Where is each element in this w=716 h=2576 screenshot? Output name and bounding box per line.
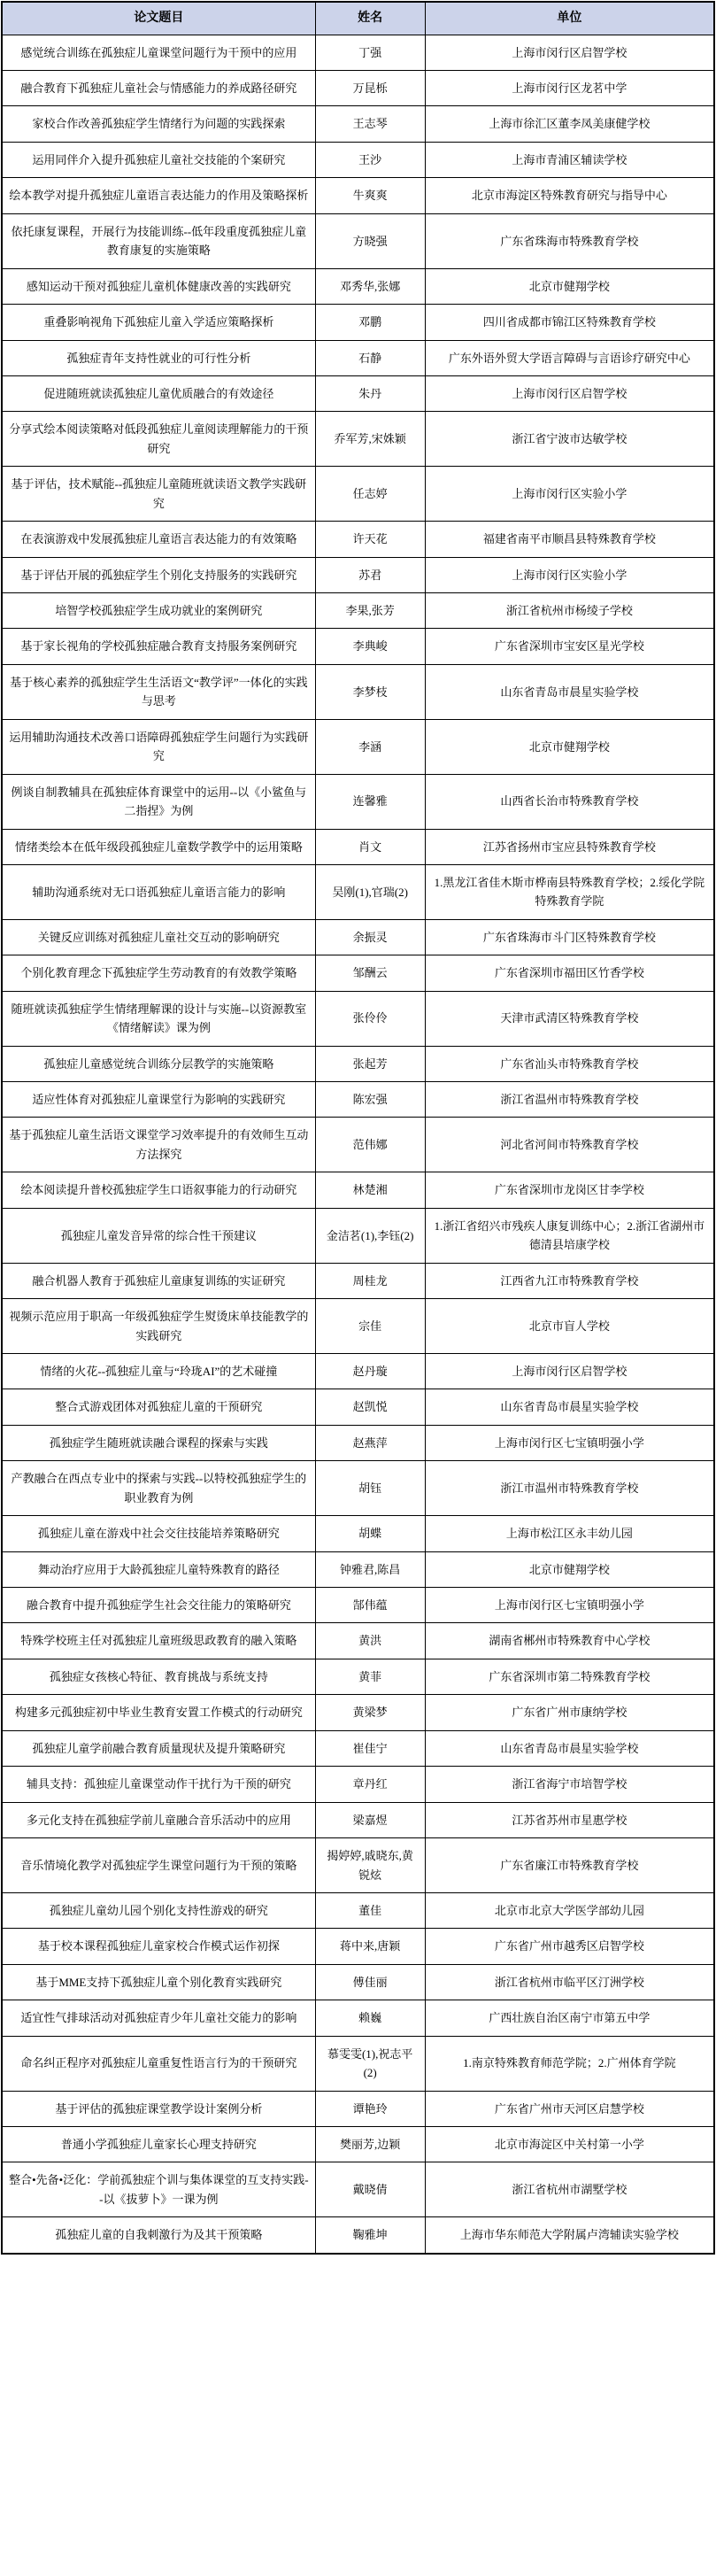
table-row bbox=[2, 1263, 714, 1298]
affiliation-cell: 福建省南平市顺昌县特殊教育学校 bbox=[425, 522, 714, 557]
affiliation-cell: 北京市海淀区中关村第一小学 bbox=[425, 2127, 714, 2162]
author-name-cell: 李梦枝 bbox=[315, 664, 425, 719]
author-name-cell: 宗佳 bbox=[315, 1299, 425, 1354]
table-row bbox=[2, 864, 714, 919]
paper-title-cell: 多元化支持在孤独症学前儿童融合音乐活动中的应用 bbox=[2, 1802, 315, 1837]
paper-title-cell: 依托康复课程，开展行为技能训练--低年段重度孤独症儿童教育康复的实施策略 bbox=[2, 213, 315, 268]
affiliation-cell: 北京市健翔学校 bbox=[425, 719, 714, 774]
author-name-cell: 赖巍 bbox=[315, 2000, 425, 2036]
author-name-cell: 乔军芳,宋姝颖 bbox=[315, 412, 425, 467]
author-name-cell: 郜伟蕴 bbox=[315, 1588, 425, 1623]
paper-title-cell: 绘本教学对提升孤独症儿童语言表达能力的作用及策略探析 bbox=[2, 178, 315, 213]
paper-title-cell: 情绪的火花--孤独症儿童与“玲珑AI”的艺术碰撞 bbox=[2, 1353, 315, 1389]
author-name-cell: 连馨雅 bbox=[315, 774, 425, 829]
affiliation-cell: 广东省珠海市斗门区特殊教育学校 bbox=[425, 919, 714, 955]
paper-title-cell: 基于评估的孤独症课堂教学设计案例分析 bbox=[2, 2091, 315, 2126]
table-row bbox=[2, 1964, 714, 2000]
paper-title-cell: 孤独症女孩核心特征、教育挑战与系统支持 bbox=[2, 1659, 315, 1694]
affiliation-cell: 上海市闵行区龙茗中学 bbox=[425, 71, 714, 106]
paper-title-cell: 个别化教育理念下孤独症学生劳动教育的有效教学策略 bbox=[2, 955, 315, 991]
author-name-cell: 丁强 bbox=[315, 35, 425, 70]
paper-title-cell: 普通小学孤独症儿童家长心理支持研究 bbox=[2, 2127, 315, 2162]
table-row bbox=[2, 305, 714, 340]
affiliation-cell: 上海市松江区永丰幼儿园 bbox=[425, 1516, 714, 1551]
author-name-cell: 朱丹 bbox=[315, 375, 425, 411]
affiliation-cell: 上海市闵行区实验小学 bbox=[425, 467, 714, 522]
paper-title-cell: 在表演游戏中发展孤独症儿童语言表达能力的有效策略 bbox=[2, 522, 315, 557]
affiliation-cell: 山东省青岛市晨星实验学校 bbox=[425, 1730, 714, 1766]
affiliation-cell: 1.浙江省绍兴市残疾人康复训练中心；2.浙江省湖州市德清县培康学校 bbox=[425, 1208, 714, 1263]
affiliation-cell: 浙江省杭州市临平区汀洲学校 bbox=[425, 1964, 714, 2000]
affiliation-cell: 浙江省海宁市培智学校 bbox=[425, 1767, 714, 1802]
paper-title-cell: 感知运动干预对孤独症儿童机体健康改善的实践研究 bbox=[2, 268, 315, 304]
author-name-cell: 王志琴 bbox=[315, 106, 425, 142]
affiliation-cell: 浙江省杭州市杨绫子学校 bbox=[425, 593, 714, 629]
paper-title-cell: 辅具支持：孤独症儿童课堂动作干扰行为干预的研究 bbox=[2, 1767, 315, 1802]
affiliation-cell: 浙江省温州市特殊教育学校 bbox=[425, 1082, 714, 1118]
affiliation-cell: 北京市海淀区特殊教育研究与指导中心 bbox=[425, 178, 714, 213]
table-row bbox=[2, 2162, 714, 2217]
table-row bbox=[2, 1838, 714, 1893]
paper-title-cell: 例谈自制教辅具在孤独症体育课堂中的运用--以《小鲨鱼与二指捏》为例 bbox=[2, 774, 315, 829]
table-row bbox=[2, 268, 714, 304]
author-name-cell: 崔佳宁 bbox=[315, 1730, 425, 1766]
affiliation-cell: 北京市北京大学医学部幼儿园 bbox=[425, 1892, 714, 1928]
header-author-name: 姓名 bbox=[315, 2, 425, 35]
table-row bbox=[2, 1516, 714, 1551]
table-row bbox=[2, 1389, 714, 1425]
table-row bbox=[2, 522, 714, 557]
paper-title-cell: 融合机器人教育于孤独症儿童康复训练的实证研究 bbox=[2, 1263, 315, 1298]
author-name-cell: 梁嘉煜 bbox=[315, 1802, 425, 1837]
affiliation-cell: 山东省青岛市晨星实验学校 bbox=[425, 664, 714, 719]
affiliation-cell: 上海市闵行区启智学校 bbox=[425, 1353, 714, 1389]
author-name-cell: 张起芳 bbox=[315, 1046, 425, 1081]
table-row bbox=[2, 955, 714, 991]
affiliation-cell: 上海市青浦区辅读学校 bbox=[425, 142, 714, 177]
paper-title-cell: 适宜性气排球活动对孤独症青少年儿童社交能力的影响 bbox=[2, 2000, 315, 2036]
author-name-cell: 吴刚(1),官瑞(2) bbox=[315, 864, 425, 919]
table-row bbox=[2, 1767, 714, 1802]
paper-title-cell: 分享式绘本阅读策略对低段孤独症儿童阅读理解能力的干预研究 bbox=[2, 412, 315, 467]
author-name-cell: 戴晓倩 bbox=[315, 2162, 425, 2217]
paper-title-cell: 家校合作改善孤独症学生情绪行为问题的实践探索 bbox=[2, 106, 315, 142]
affiliation-cell: 北京市健翔学校 bbox=[425, 1551, 714, 1587]
paper-title-cell: 基于核心素养的孤独症学生生活语文“教学评”一体化的实践与思考 bbox=[2, 664, 315, 719]
author-name-cell: 李典峻 bbox=[315, 629, 425, 664]
table-row bbox=[2, 1208, 714, 1263]
author-name-cell: 任志婷 bbox=[315, 467, 425, 522]
paper-title-cell: 运用辅助沟通技术改善口语障碍孤独症学生问题行为实践研究 bbox=[2, 719, 315, 774]
paper-title-cell: 舞动治疗应用于大龄孤独症儿童特殊教育的路径 bbox=[2, 1551, 315, 1587]
table-row bbox=[2, 106, 714, 142]
table-row bbox=[2, 71, 714, 106]
paper-title-cell: 基于家长视角的学校孤独症融合教育支持服务案例研究 bbox=[2, 629, 315, 664]
affiliation-cell: 上海市闵行区启智学校 bbox=[425, 35, 714, 70]
affiliation-cell: 上海市闵行区实验小学 bbox=[425, 557, 714, 592]
paper-title-cell: 融合教育中提升孤独症学生社会交往能力的策略研究 bbox=[2, 1588, 315, 1623]
author-name-cell: 黄梁梦 bbox=[315, 1695, 425, 1730]
affiliation-cell: 广东省深圳市福田区竹香学校 bbox=[425, 955, 714, 991]
paper-title-cell: 促进随班就读孤独症儿童优质融合的有效途径 bbox=[2, 375, 315, 411]
author-name-cell: 万昆栎 bbox=[315, 71, 425, 106]
author-name-cell: 胡蝶 bbox=[315, 1516, 425, 1551]
affiliation-cell: 上海市华东师范大学附属卢湾辅读实验学校 bbox=[425, 2217, 714, 2254]
table-row bbox=[2, 1802, 714, 1837]
paper-title-cell: 感觉统合训练在孤独症儿童课堂问题行为干预中的应用 bbox=[2, 35, 315, 70]
affiliation-cell: 江西省九江市特殊教育学校 bbox=[425, 1263, 714, 1298]
header-row bbox=[2, 2, 714, 35]
paper-title-cell: 运用同伴介入提升孤独症儿童社交技能的个案研究 bbox=[2, 142, 315, 177]
affiliation-cell: 1.南京特殊教育师范学院；2.广州体育学院 bbox=[425, 2036, 714, 2091]
affiliation-cell: 广东省广州市天河区启慧学校 bbox=[425, 2091, 714, 2126]
author-name-cell: 揭婷婷,戚晓东,黄锐炫 bbox=[315, 1838, 425, 1893]
paper-title-cell: 命名纠正程序对孤独症儿童重复性语言行为的干预研究 bbox=[2, 2036, 315, 2091]
affiliation-cell: 广东省广州市康纳学校 bbox=[425, 1695, 714, 1730]
table-row bbox=[2, 2127, 714, 2162]
table-row bbox=[2, 774, 714, 829]
author-name-cell: 周桂龙 bbox=[315, 1263, 425, 1298]
table-row bbox=[2, 557, 714, 592]
author-name-cell: 金洁茗(1),李钰(2) bbox=[315, 1208, 425, 1263]
table-row bbox=[2, 467, 714, 522]
author-name-cell: 董佳 bbox=[315, 1892, 425, 1928]
paper-title-cell: 整合式游戏团体对孤独症儿童的干预研究 bbox=[2, 1389, 315, 1425]
paper-title-cell: 孤独症学生随班就读融合课程的探索与实践 bbox=[2, 1425, 315, 1460]
author-name-cell: 赵燕萍 bbox=[315, 1425, 425, 1460]
affiliation-cell: 天津市武清区特殊教育学校 bbox=[425, 991, 714, 1046]
author-name-cell: 胡钰 bbox=[315, 1461, 425, 1516]
table-row bbox=[2, 35, 714, 70]
header-affiliation: 单位 bbox=[425, 2, 714, 35]
affiliation-cell: 广东省廉江市特殊教育学校 bbox=[425, 1838, 714, 1893]
paper-title-cell: 特殊学校班主任对孤独症儿童班级思政教育的融入策略 bbox=[2, 1623, 315, 1659]
author-name-cell: 钟雅君,陈昌 bbox=[315, 1551, 425, 1587]
author-name-cell: 陈宏强 bbox=[315, 1082, 425, 1118]
author-name-cell: 赵凯悦 bbox=[315, 1389, 425, 1425]
author-name-cell: 蒋中来,唐颖 bbox=[315, 1929, 425, 1964]
paper-title-cell: 重叠影响视角下孤独症儿童入学适应策略探析 bbox=[2, 305, 315, 340]
author-name-cell: 牛爽爽 bbox=[315, 178, 425, 213]
author-name-cell: 慕雯雯(1),祝志平(2) bbox=[315, 2036, 425, 2091]
paper-title-cell: 基于校本课程孤独症儿童家校合作模式运作初探 bbox=[2, 1929, 315, 1964]
author-name-cell: 石静 bbox=[315, 340, 425, 375]
paper-title-cell: 孤独症儿童发音异常的综合性干预建议 bbox=[2, 1208, 315, 1263]
paper-title-cell: 视频示范应用于职高一年级孤独症学生熨烫床单技能教学的实践研究 bbox=[2, 1299, 315, 1354]
author-name-cell: 黄洪 bbox=[315, 1623, 425, 1659]
paper-title-cell: 孤独症儿童学前融合教育质量现状及提升策略研究 bbox=[2, 1730, 315, 1766]
affiliation-cell: 广东省深圳市第二特殊教育学校 bbox=[425, 1659, 714, 1694]
affiliation-cell: 上海市闵行区七宝镇明强小学 bbox=[425, 1588, 714, 1623]
table-row bbox=[2, 1929, 714, 1964]
table-row bbox=[2, 142, 714, 177]
paper-title-cell: 孤独症儿童的自我刺激行为及其干预策略 bbox=[2, 2217, 315, 2254]
table-row bbox=[2, 1695, 714, 1730]
table-row bbox=[2, 213, 714, 268]
affiliation-cell: 北京市健翔学校 bbox=[425, 268, 714, 304]
affiliation-cell: 江苏省扬州市宝应县特殊教育学校 bbox=[425, 829, 714, 864]
author-name-cell: 鞠雅坤 bbox=[315, 2217, 425, 2254]
paper-title-cell: 构建多元孤独症初中毕业生教育安置工作模式的行动研究 bbox=[2, 1695, 315, 1730]
table-row bbox=[2, 629, 714, 664]
table-row bbox=[2, 1082, 714, 1118]
table-row bbox=[2, 1730, 714, 1766]
paper-title-cell: 产教融合在西点专业中的探索与实践--以特校孤独症学生的职业教育为例 bbox=[2, 1461, 315, 1516]
affiliation-cell: 上海市闵行区启智学校 bbox=[425, 375, 714, 411]
paper-title-cell: 基于MME支持下孤独症儿童个别化教育实践研究 bbox=[2, 1964, 315, 2000]
paper-title-cell: 孤独症儿童在游戏中社会交往技能培养策略研究 bbox=[2, 1516, 315, 1551]
table-row bbox=[2, 1046, 714, 1081]
affiliation-cell: 广东省汕头市特殊教育学校 bbox=[425, 1046, 714, 1081]
affiliation-cell: 北京市盲人学校 bbox=[425, 1299, 714, 1354]
table-row bbox=[2, 340, 714, 375]
paper-title-cell: 融合教育下孤独症儿童社会与情感能力的养成路径研究 bbox=[2, 71, 315, 106]
author-name-cell: 黄菲 bbox=[315, 1659, 425, 1694]
table-row bbox=[2, 593, 714, 629]
author-name-cell: 苏君 bbox=[315, 557, 425, 592]
table-row bbox=[2, 1353, 714, 1389]
paper-title-cell: 基于孤独症儿童生活语文课堂学习效率提升的有效师生互动方法探究 bbox=[2, 1118, 315, 1172]
paper-title-cell: 随班就读孤独症学生情绪理解课的设计与实施--以资源教室《情绪解读》课为例 bbox=[2, 991, 315, 1046]
author-name-cell: 邓鹏 bbox=[315, 305, 425, 340]
table-row bbox=[2, 1588, 714, 1623]
paper-title-cell: 基于评估开展的孤独症学生个别化支持服务的实践研究 bbox=[2, 557, 315, 592]
author-name-cell: 肖文 bbox=[315, 829, 425, 864]
paper-title-cell: 培智学校孤独症学生成功就业的案例研究 bbox=[2, 593, 315, 629]
table-row bbox=[2, 1461, 714, 1516]
table-row bbox=[2, 2036, 714, 2091]
paper-title-cell: 情绪类绘本在低年级段孤独症儿童数学教学中的运用策略 bbox=[2, 829, 315, 864]
paper-title-cell: 辅助沟通系统对无口语孤独症儿童语言能力的影响 bbox=[2, 864, 315, 919]
author-name-cell: 傅佳丽 bbox=[315, 1964, 425, 2000]
paper-title-cell: 整合•先备•泛化：学前孤独症个训与集体课堂的互支持实践--以《拔萝卜》一课为例 bbox=[2, 2162, 315, 2217]
table-row bbox=[2, 719, 714, 774]
table-row bbox=[2, 412, 714, 467]
affiliation-cell: 四川省成都市锦江区特殊教育学校 bbox=[425, 305, 714, 340]
affiliation-cell: 广东省珠海市特殊教育学校 bbox=[425, 213, 714, 268]
author-name-cell: 许天花 bbox=[315, 522, 425, 557]
table-row bbox=[2, 919, 714, 955]
table-row bbox=[2, 1659, 714, 1694]
affiliation-cell: 广东省深圳市宝安区星光学校 bbox=[425, 629, 714, 664]
author-name-cell: 方晓强 bbox=[315, 213, 425, 268]
affiliation-cell: 上海市闵行区七宝镇明强小学 bbox=[425, 1425, 714, 1460]
paper-title-cell: 孤独症青年支持性就业的可行性分析 bbox=[2, 340, 315, 375]
affiliation-cell: 浙江市温州市特殊教育学校 bbox=[425, 1461, 714, 1516]
author-name-cell: 余振灵 bbox=[315, 919, 425, 955]
table-row bbox=[2, 829, 714, 864]
affiliation-cell: 1.黑龙江省佳木斯市桦南县特殊教育学校；2.绥化学院特殊教育学院 bbox=[425, 864, 714, 919]
affiliation-cell: 上海市徐汇区董李凤美康健学校 bbox=[425, 106, 714, 142]
affiliation-cell: 浙江省杭州市湖墅学校 bbox=[425, 2162, 714, 2217]
table-row bbox=[2, 664, 714, 719]
author-name-cell: 章丹红 bbox=[315, 1767, 425, 1802]
papers-table-body bbox=[2, 35, 714, 2254]
author-name-cell: 张伶伶 bbox=[315, 991, 425, 1046]
table-row bbox=[2, 2217, 714, 2254]
paper-title-cell: 音乐情境化教学对孤独症学生课堂问题行为干预的策略 bbox=[2, 1838, 315, 1893]
table-row bbox=[2, 2091, 714, 2126]
affiliation-cell: 广东省深圳市龙岗区甘李学校 bbox=[425, 1172, 714, 1208]
affiliation-cell: 广西壮族自治区南宁市第五中学 bbox=[425, 2000, 714, 2036]
affiliation-cell: 浙江省宁波市达敏学校 bbox=[425, 412, 714, 467]
paper-title-cell: 适应性体育对孤独症儿童课堂行为影响的实践研究 bbox=[2, 1082, 315, 1118]
affiliation-cell: 河北省河间市特殊教育学校 bbox=[425, 1118, 714, 1172]
author-name-cell: 林楚湘 bbox=[315, 1172, 425, 1208]
table-row bbox=[2, 1299, 714, 1354]
affiliation-cell: 山东省青岛市晨星实验学校 bbox=[425, 1389, 714, 1425]
affiliation-cell: 广东外语外贸大学语言障碍与言语诊疗研究中心 bbox=[425, 340, 714, 375]
paper-title-cell: 孤独症儿童幼儿园个别化支持性游戏的研究 bbox=[2, 1892, 315, 1928]
table-row bbox=[2, 2000, 714, 2036]
affiliation-cell: 山西省长治市特殊教育学校 bbox=[425, 774, 714, 829]
paper-title-cell: 绘本阅读提升普校孤独症学生口语叙事能力的行动研究 bbox=[2, 1172, 315, 1208]
table-row bbox=[2, 1892, 714, 1928]
table-row bbox=[2, 991, 714, 1046]
table-row bbox=[2, 1551, 714, 1587]
paper-title-cell: 基于评估，技术赋能--孤独症儿童随班就读语文教学实践研究 bbox=[2, 467, 315, 522]
paper-title-cell: 关键反应训练对孤独症儿童社交互动的影响研究 bbox=[2, 919, 315, 955]
author-name-cell: 王沙 bbox=[315, 142, 425, 177]
author-name-cell: 邹酬云 bbox=[315, 955, 425, 991]
paper-title-cell: 孤独症儿童感觉统合训练分层教学的实施策略 bbox=[2, 1046, 315, 1081]
author-name-cell: 樊丽芳,边颖 bbox=[315, 2127, 425, 2162]
author-name-cell: 赵丹璇 bbox=[315, 1353, 425, 1389]
author-name-cell: 李果,张芳 bbox=[315, 593, 425, 629]
author-name-cell: 李涵 bbox=[315, 719, 425, 774]
author-name-cell: 范伟娜 bbox=[315, 1118, 425, 1172]
table-row bbox=[2, 178, 714, 213]
table-row bbox=[2, 1425, 714, 1460]
table-row bbox=[2, 1623, 714, 1659]
affiliation-cell: 江苏省苏州市星惠学校 bbox=[425, 1802, 714, 1837]
table-row bbox=[2, 1172, 714, 1208]
papers-table bbox=[1, 1, 715, 2255]
table-row bbox=[2, 375, 714, 411]
affiliation-cell: 湖南省郴州市特殊教育中心学校 bbox=[425, 1623, 714, 1659]
author-name-cell: 邓秀华,张娜 bbox=[315, 268, 425, 304]
header-paper-title: 论文题目 bbox=[2, 2, 315, 35]
table-row bbox=[2, 1118, 714, 1172]
affiliation-cell: 广东省广州市越秀区启智学校 bbox=[425, 1929, 714, 1964]
author-name-cell: 谭艳玲 bbox=[315, 2091, 425, 2126]
papers-table-header bbox=[2, 2, 714, 35]
